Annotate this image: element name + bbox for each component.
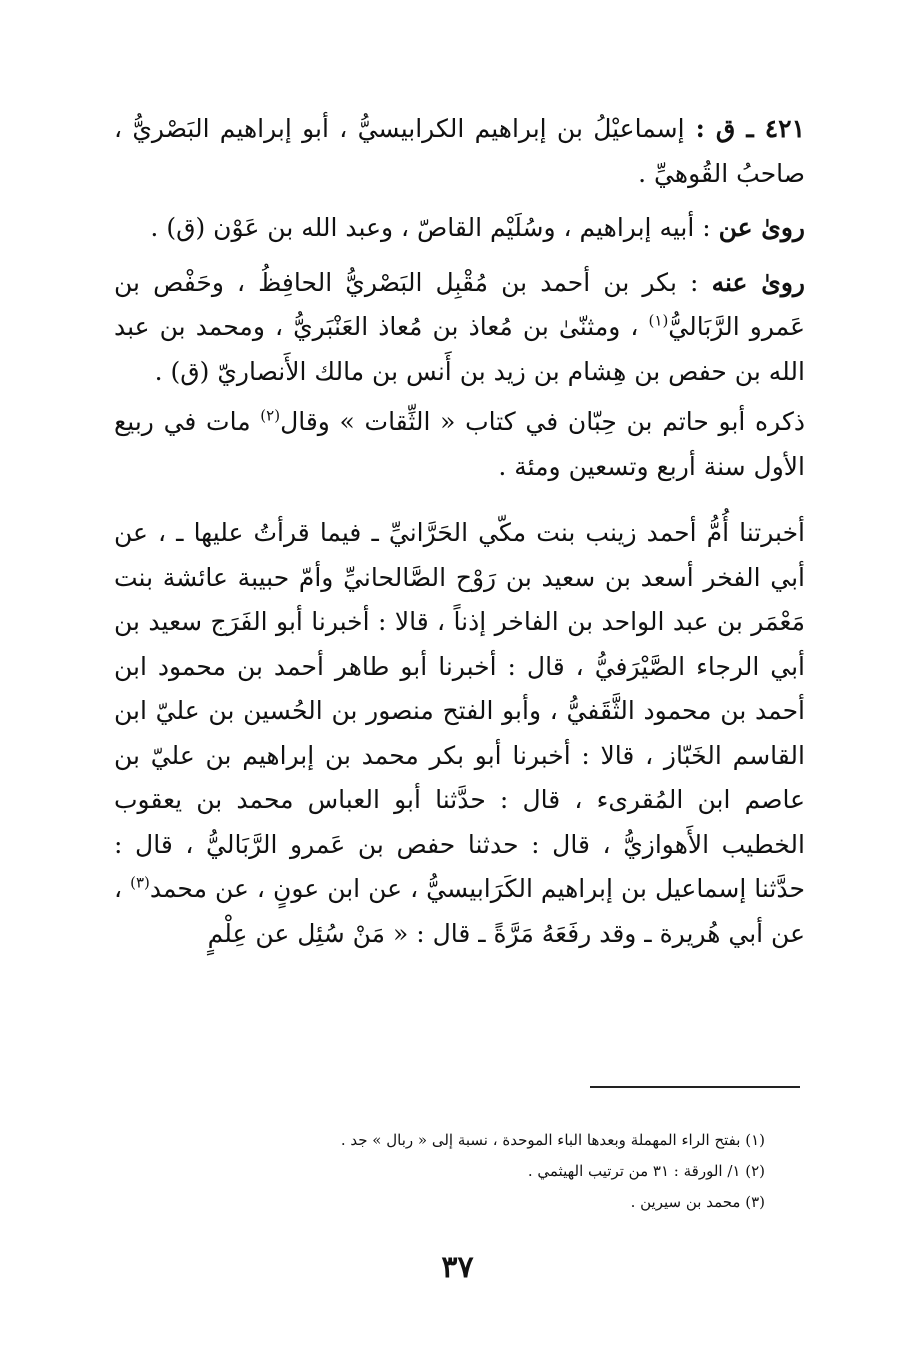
mention-text-cont: مات في ربيع الأول سنة أربع وتسعين ومئة . — [114, 407, 805, 481]
footnote-2: (٢) ١/ الورقة : ٣١ من ترتيب الهيثمي . — [527, 1162, 765, 1180]
narrated-from-paragraph — [114, 206, 805, 251]
isnad-text-cont: ، عن أبي هُريرة ـ وقد رفَعَهُ مَرَّةً ـ قال : « مَنْ سُئِل عن عِلْمٍ — [114, 874, 805, 948]
entry-name: إسماعيْلُ بن إبراهيم الكرابيسيُّ ، أبو إبراهيم البَصْريُّ ، صاحبُ القُوهيِّ . — [114, 114, 805, 188]
narrated-from-text: : أبيه إبراهيم ، وسُلَيْم القاصّ ، وعبد الله بن عَوْن (ق) . — [150, 213, 719, 242]
entry-heading — [114, 107, 805, 196]
footnote-1: (١) بفتح الراء المهملة وبعدها الباء الموحدة ، نسبة إلى « ربال » جد . — [340, 1131, 765, 1149]
mention-text: ذكره أبو حاتم بن حِبّان في كتاب « الثِّقات » وقال — [280, 407, 805, 436]
narrated-from-label: روىٰ عن — [718, 213, 805, 242]
narrated-by-text-cont: ، ومثنّىٰ بن مُعاذ بن مُعاذ العَنْبَريُّ ، ومحمد بن عبد الله بن حفص بن هِشام بن زيد بن أَنس بن مالك الأَنصاريّ (ق) . — [114, 312, 805, 386]
narrated-by-label: روىٰ عنه — [711, 267, 805, 297]
footnote-3: (٣) محمد بن سيرين . — [630, 1193, 765, 1211]
page-number: ٣٧ — [441, 1250, 474, 1285]
narrated-by-paragraph — [114, 261, 805, 395]
footnote-ref-1: (١) — [648, 311, 669, 330]
isnad-text: أخبرتنا أُمُّ أحمد زينب بنت مكّي الحَرَّانيِّ ـ فيما قرأتُ عليها ـ ، عن أبي الفخر أسعد بن سعيد بن رَوْح الصَّالحانيِّ وأمّ حبيبة عائشة بنت مَعْمَر بن عبد الواحد بن الفاخر إذناً ، قالا : أخبرنا أبو الفَرَج سعيد بن أبي الرجاء الصَّيْرَفيُّ ، قال : أخبرنا أبو طاهر أحمد بن محمود ابن أحمد بن محمود الثَّقَفيُّ ، وأبو الفتح منصور بن الحُسين بن عليّ ابن القاسم الخَبّاز ، قالا : أخبرنا أبو بكر محمد بن إبراهيم بن عليّ بن عاصم ابن المُقرىء ، قال : حدَّثنا أبو العباس محمد بن يعقوب الخطيب الأَهوازيُّ ، قال : حدثنا حفص بن عَمرو الرَّبَاليُّ ، قال : حدَّثنا إسماعيل بن إبراهيم الكَرَابيسيُّ ، عن ابن عونٍ ، عن محمد — [114, 518, 805, 903]
footnote-ref-2: (٢) — [260, 406, 281, 425]
footnote-ref-3: (٣) — [130, 873, 150, 892]
main-text — [114, 107, 805, 956]
footnote-separator — [590, 1086, 800, 1088]
mention-paragraph — [114, 400, 805, 489]
footnotes — [110, 1125, 765, 1218]
entry-number: ٤٢١ — [764, 114, 806, 143]
entry-symbol: ـ ق : — [684, 114, 765, 143]
narrated-by-text: : بكر بن أحمد بن مُقْبِل البَصْريُّ الحافِظُ ، وحَفْص بن عَمرو الرَّبَاليُّ — [114, 267, 805, 341]
isnad-paragraph — [114, 511, 805, 956]
